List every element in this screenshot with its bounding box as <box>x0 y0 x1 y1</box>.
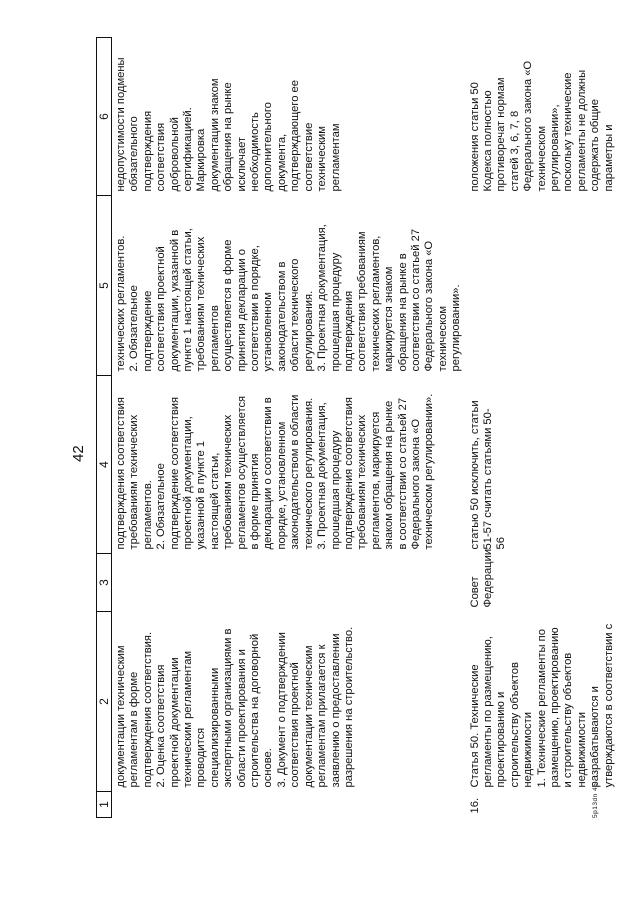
header-col-2: 2 <box>97 612 112 792</box>
cell-row-b-number: 16. <box>468 797 481 814</box>
comparison-table <box>96 37 618 818</box>
header-col-1: 1 <box>97 792 112 818</box>
cell-row-b-col4: статью 50 исключить, статьи 51-57 считать статьями 50- 56 <box>468 400 508 550</box>
header-col-4: 4 <box>97 376 112 554</box>
cell-row-a-col5: технических регламентов. 2. Обязательное подтверждение соответствия проектной документации, указанной в пункте 1 настоящей статьи, требованиям технических регламентов осуществляется в форме принятия декларации о соответствии в порядке, установленном законодательством в области технического регулирования. 3. Проектная документация, прошедшая процедуру подтверждения соответствия требованиям технических регламентов, маркируется знаком обращения на рынке в соответствии со статьей 27 Федерального закона «О техническом регулировании». <box>115 224 463 372</box>
header-col-5: 5 <box>97 196 112 376</box>
cell-row-b-col5 <box>466 196 618 376</box>
table-row <box>466 38 618 818</box>
header-col-3: 3 <box>97 554 112 612</box>
footer-code: 5p13dn 45 <box>592 782 599 818</box>
cell-row-a-col6: недопустимости подмены обязательного подтверждения соответствия добровольной сертификацией. Маркировка документации знаком обращения на рынке исключает необходимость дополнительного документа, подтверждающего ее соответствие техническим регламентам <box>115 57 342 192</box>
cell-row-a-col4: подтверждения соответствия требованиям технических регламентов. 2. Обязательное подтверждение соответствия проектной документации, указанной в пункте 1 настоящей статьи, требованиям технических регламентов осуществляется в форме принятия декларации о соответствии в порядке, установленном законодательством в области технического регулирования. 3. Проектная документация, прошедшая процедуру подтверждения соответствия требованиям технических регламентов, маркируется знаком обращения на рынке в соответствии со статьей 27 Федерального закона «О техническом регулировании». <box>115 393 436 550</box>
cell-row-b-col3: Совет Федерации <box>468 548 494 608</box>
page-number: 42 <box>70 445 87 462</box>
header-row <box>97 38 112 818</box>
header-col-6: 6 <box>97 38 112 196</box>
cell-row-a-col3 <box>112 554 466 612</box>
cell-row-b-col2: Статья 50. Технические регламенты по размещению, проектированию и строительству объектов недвижимости 1. Технические регламенты по размещению, проектированию и строительству объектов недвижимости разрабатываются и утверждаются в соответствии с <box>468 623 615 788</box>
cell-row-a-col2: документации техническим регламентам в форме подтверждения соответствия. 2. Оценка соответствия проектной документации техническим регламентам проводится специализированными экспертными организациями в области проектирования и строительства на договорной основе. 3. Документ о подтверждении соответствия проектной документации техническим регламентам прилагается к заявлению о предоставлении разрешения на строительство. <box>115 626 355 788</box>
cell-row-a-col1 <box>112 792 466 818</box>
cell-row-b-col6: положения статьи 50 Кодекса полностью противоречат нормам статей 3, 6, 7, 8 Федерального закона «О техническом регулировании», поскольку технические регламенты не должны содержать общие параметры и <box>468 60 615 192</box>
table-row <box>112 38 466 818</box>
